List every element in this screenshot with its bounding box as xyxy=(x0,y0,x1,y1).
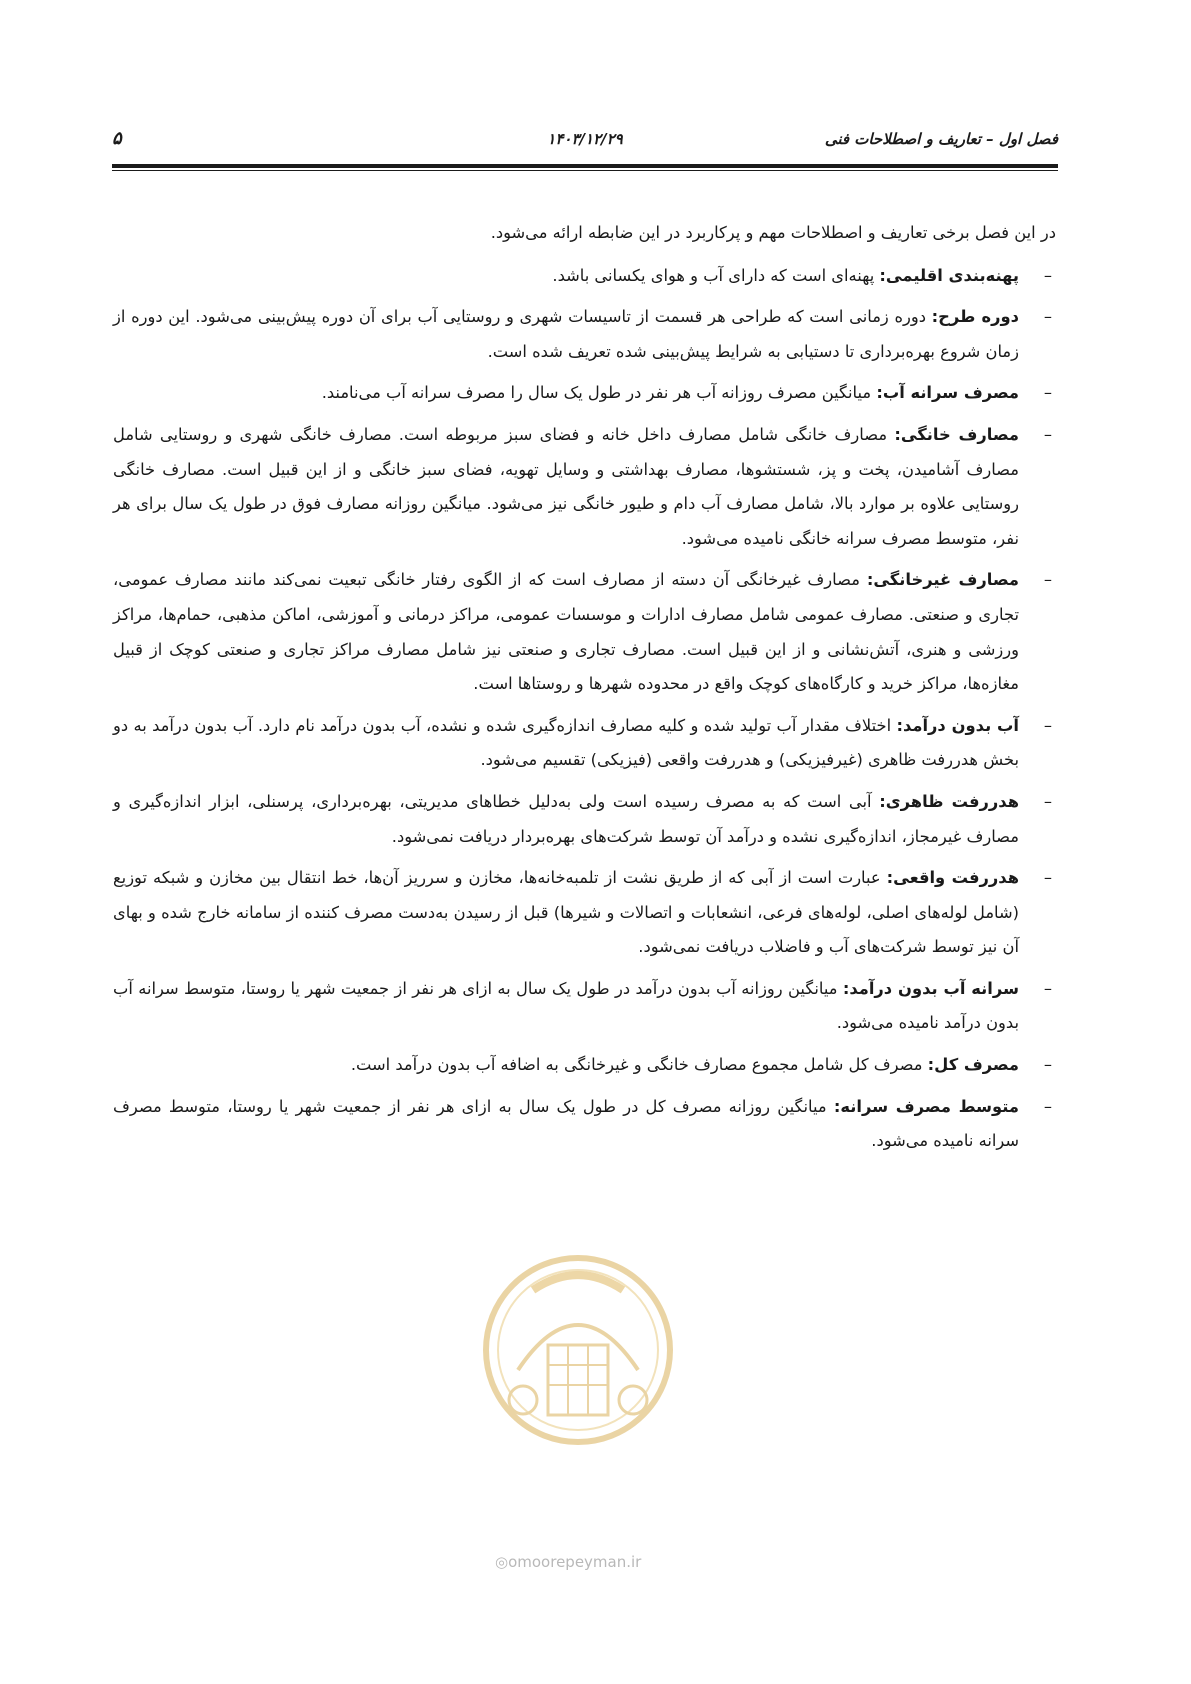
definition-item xyxy=(113,972,1056,1041)
list-dash: – xyxy=(1043,307,1052,327)
list-dash: – xyxy=(1043,715,1052,735)
definition-list xyxy=(113,259,1056,1159)
watermark-logo xyxy=(478,1250,678,1470)
definition-term: آب بدون درآمد: xyxy=(896,715,1019,735)
definition-text: مصارف خانگی شامل مصارف داخل خانه و فضای سبز مربوطه است. مصارف خانگی شهری و روستایی شامل مصارف آشامیدن، پخت و پز، شستشوها، مصارف بهداشتی و وسایل تهویه، فضای سبز خانگی و از این قبیل است. مصارف خانگی روستایی علاوه بر موارد بالا، شامل مصارف آب دام و طیور خانگی نیز می‌شود. میانگین روزانه مصارف فوق در طول یک سال برای هر نفر، متوسط مصرف سرانه خانگی نامیده می‌شود. xyxy=(113,424,1019,548)
header-rule-thin xyxy=(112,170,1058,171)
definition-item xyxy=(113,259,1056,294)
intro-paragraph: در این فصل برخی تعاریف و اصطلاحات مهم و پرکاربرد در این ضابطه ارائه می‌شود. xyxy=(490,223,1056,242)
definition-text: آبی است که به مصرف رسیده است ولی به‌دلیل خطاهای مدیریتی، بهره‌برداری، پرسنلی، ابزار اندازه‌گیری و مصارف غیرمجاز، اندازه‌گیری نشده و درآمد آن توسط شرکت‌های بهره‌بردار دریافت نمی‌شود. xyxy=(113,791,1019,846)
list-dash: – xyxy=(1043,1055,1052,1075)
definition-item xyxy=(113,300,1056,369)
definition-item xyxy=(113,1090,1056,1159)
definition-text: عبارت است از آبی که از طریق نشت از تلمبه‌خانه‌ها، مخازن و سرریز آن‌ها، خط انتقال بین مخازن و شبکه توزیع (شامل لوله‌های اصلی، لوله‌های فرعی، انشعابات و اتصالات و شیرها) قبل از رسیدن به‌دست مصرف کننده از سامانه خارج شده و بهای آن نیز توسط شرکت‌های آب و فاضلاب دریافت نمی‌شود. xyxy=(113,868,1019,957)
definition-term: مصارف خانگی: xyxy=(894,424,1019,444)
definition-text: پهنه‌ای است که دارای آب و هوای یکسانی باشد. xyxy=(552,265,880,285)
definition-text: میانگین مصرف روزانه آب هر نفر در طول یک سال را مصرف سرانه آب می‌نامند. xyxy=(321,383,877,403)
definition-item xyxy=(113,861,1056,965)
list-dash: – xyxy=(1043,868,1052,888)
definition-text: میانگین روزانه مصرف کل در طول یک سال به ازای هر نفر از جمعیت شهر یا روستا، متوسط مصرف سرانه نامیده می‌شود. xyxy=(113,1096,1019,1151)
definition-term: هدررفت واقعی: xyxy=(886,868,1019,888)
definition-term: متوسط مصرف سرانه: xyxy=(833,1096,1019,1116)
definition-text: اختلاف مقدار آب تولید شده و کلیه مصارف اندازه‌گیری شده و نشده، آب بدون درآمد نام دارد. آب بدون درآمد به دو بخش هدررفت ظاهری (غیرفیزیکی) و هدررفت واقعی (فیزیکی) تقسیم می‌شود. xyxy=(113,715,1019,770)
definition-term: دوره طرح: xyxy=(931,307,1019,327)
definition-term: پهنه‌بندی اقلیمی: xyxy=(879,265,1019,285)
definition-term: مصارف غیرخانگی: xyxy=(866,570,1020,590)
list-dash: – xyxy=(1043,424,1052,444)
definition-item xyxy=(113,785,1056,854)
list-dash: – xyxy=(1043,978,1052,998)
header-date: ۱۴۰۳/۱۲/۲۹ xyxy=(547,130,623,148)
definition-item xyxy=(113,709,1056,778)
definition-item xyxy=(113,418,1056,556)
definition-item xyxy=(113,1048,1056,1083)
definition-term: هدررفت ظاهری: xyxy=(879,791,1019,811)
page-number: ۵ xyxy=(112,128,122,149)
definition-term: سرانه آب بدون درآمد: xyxy=(842,978,1019,998)
definition-text: مصارف غیرخانگی آن دسته از مصارف است که از الگوی رفتار خانگی تبعیت نمی‌کند مانند مصارف عمومی، تجاری و صنعتی. مصارف عمومی شامل مصارف ادارات و موسسات عمومی، مراکز درمانی و آموزشی، اماکن مذهبی، حمام‌ها، مراکز ورزشی و هنری، آتش‌نشانی و از این قبیل است. مصارف تجاری و صنعتی نیز شامل مصارف مراکز تجاری و صنعتی کوچک از قبیل مغازه‌ها، مراکز خرید و کارگاه‌های کوچک واقع در محدوده شهرها و روستاها است. xyxy=(113,570,1019,694)
list-dash: – xyxy=(1043,791,1052,811)
definition-item xyxy=(113,563,1056,701)
watermark-globe-icon: ◎ xyxy=(495,1553,509,1571)
page-header xyxy=(112,126,1058,152)
body-text xyxy=(113,216,1056,1166)
definition-text: مصرف کل شامل مجموع مصارف خانگی و غیرخانگی به اضافه آب بدون درآمد است. xyxy=(350,1055,928,1075)
definition-item xyxy=(113,376,1056,411)
list-dash: – xyxy=(1043,1096,1052,1116)
definition-text: میانگین روزانه آب بدون درآمد در طول یک سال به ازای هر نفر از جمعیت شهر یا روستا، متوسط سرانه آب بدون درآمد نامیده می‌شود. xyxy=(113,978,1019,1033)
list-dash: – xyxy=(1043,383,1052,403)
definition-term: مصرف سرانه آب: xyxy=(876,383,1019,403)
list-dash: – xyxy=(1043,570,1052,590)
watermark-site-text: omoorepeyman.ir xyxy=(508,1553,642,1571)
list-dash: – xyxy=(1043,265,1052,285)
watermark-url xyxy=(495,1553,641,1571)
header-rule-thick xyxy=(112,164,1058,168)
definition-text: دوره زمانی است که طراحی هر قسمت از تاسیسات شهری و روستایی آب برای آن دوره پیش‌بینی می‌شود. این دوره از زمان شروع بهره‌برداری تا دستیابی به شرایط پیش‌بینی شده تعریف شده است. xyxy=(113,307,1019,361)
chapter-title: فصل اول – تعاریف و اصطلاحات فنی xyxy=(824,130,1058,148)
definition-term: مصرف کل: xyxy=(927,1055,1019,1075)
